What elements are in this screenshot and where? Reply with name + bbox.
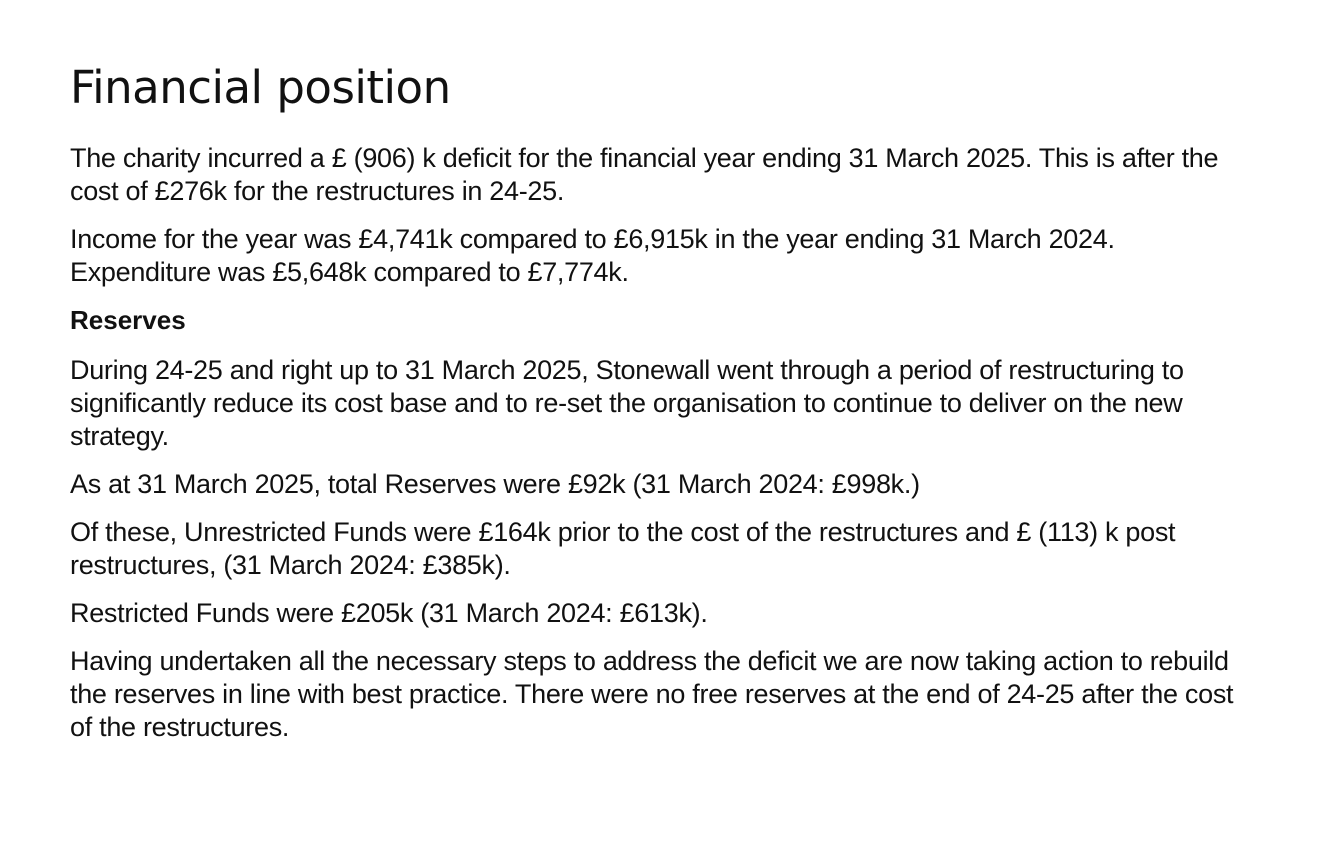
paragraph-deficit: The charity incurred a £ (906) k deficit for the financial year ending 31 March 2025. This is after the cost of £276k for the restructures in 24-25. <box>70 143 1219 206</box>
paragraph-rebuild-reserves: Having undertaken all the necessary steps to address the deficit we are now taking action to rebuild the reserves in line with best practice. There were no free reserves at the end of 24-25 after the cost of the restructures. <box>70 646 1234 742</box>
section-heading-reserves: Reserves <box>70 305 186 335</box>
document-page <box>70 58 1250 759</box>
paragraph-total-reserves: As at 31 March 2025, total Reserves were £92k (31 March 2024: £998k.) <box>70 469 920 499</box>
paragraph-income-expenditure: Income for the year was £4,741k compared to £6,915k in the year ending 31 March 2024. Expenditure was £5,648k compared to £7,774k. <box>70 224 1115 287</box>
paragraph-restructuring: During 24-25 and right up to 31 March 2025, Stonewall went through a period of restructuring to significantly reduce its cost base and to re-set the organisation to continue to deliver on the new strategy. <box>70 355 1184 451</box>
paragraph-unrestricted-funds: Of these, Unrestricted Funds were £164k prior to the cost of the restructures and £ (113) k post restructures, (31 March 2024: £385k). <box>70 517 1176 580</box>
page-title: Financial position <box>70 61 451 114</box>
paragraph-restricted-funds: Restricted Funds were £205k (31 March 2024: £613k). <box>70 598 708 628</box>
